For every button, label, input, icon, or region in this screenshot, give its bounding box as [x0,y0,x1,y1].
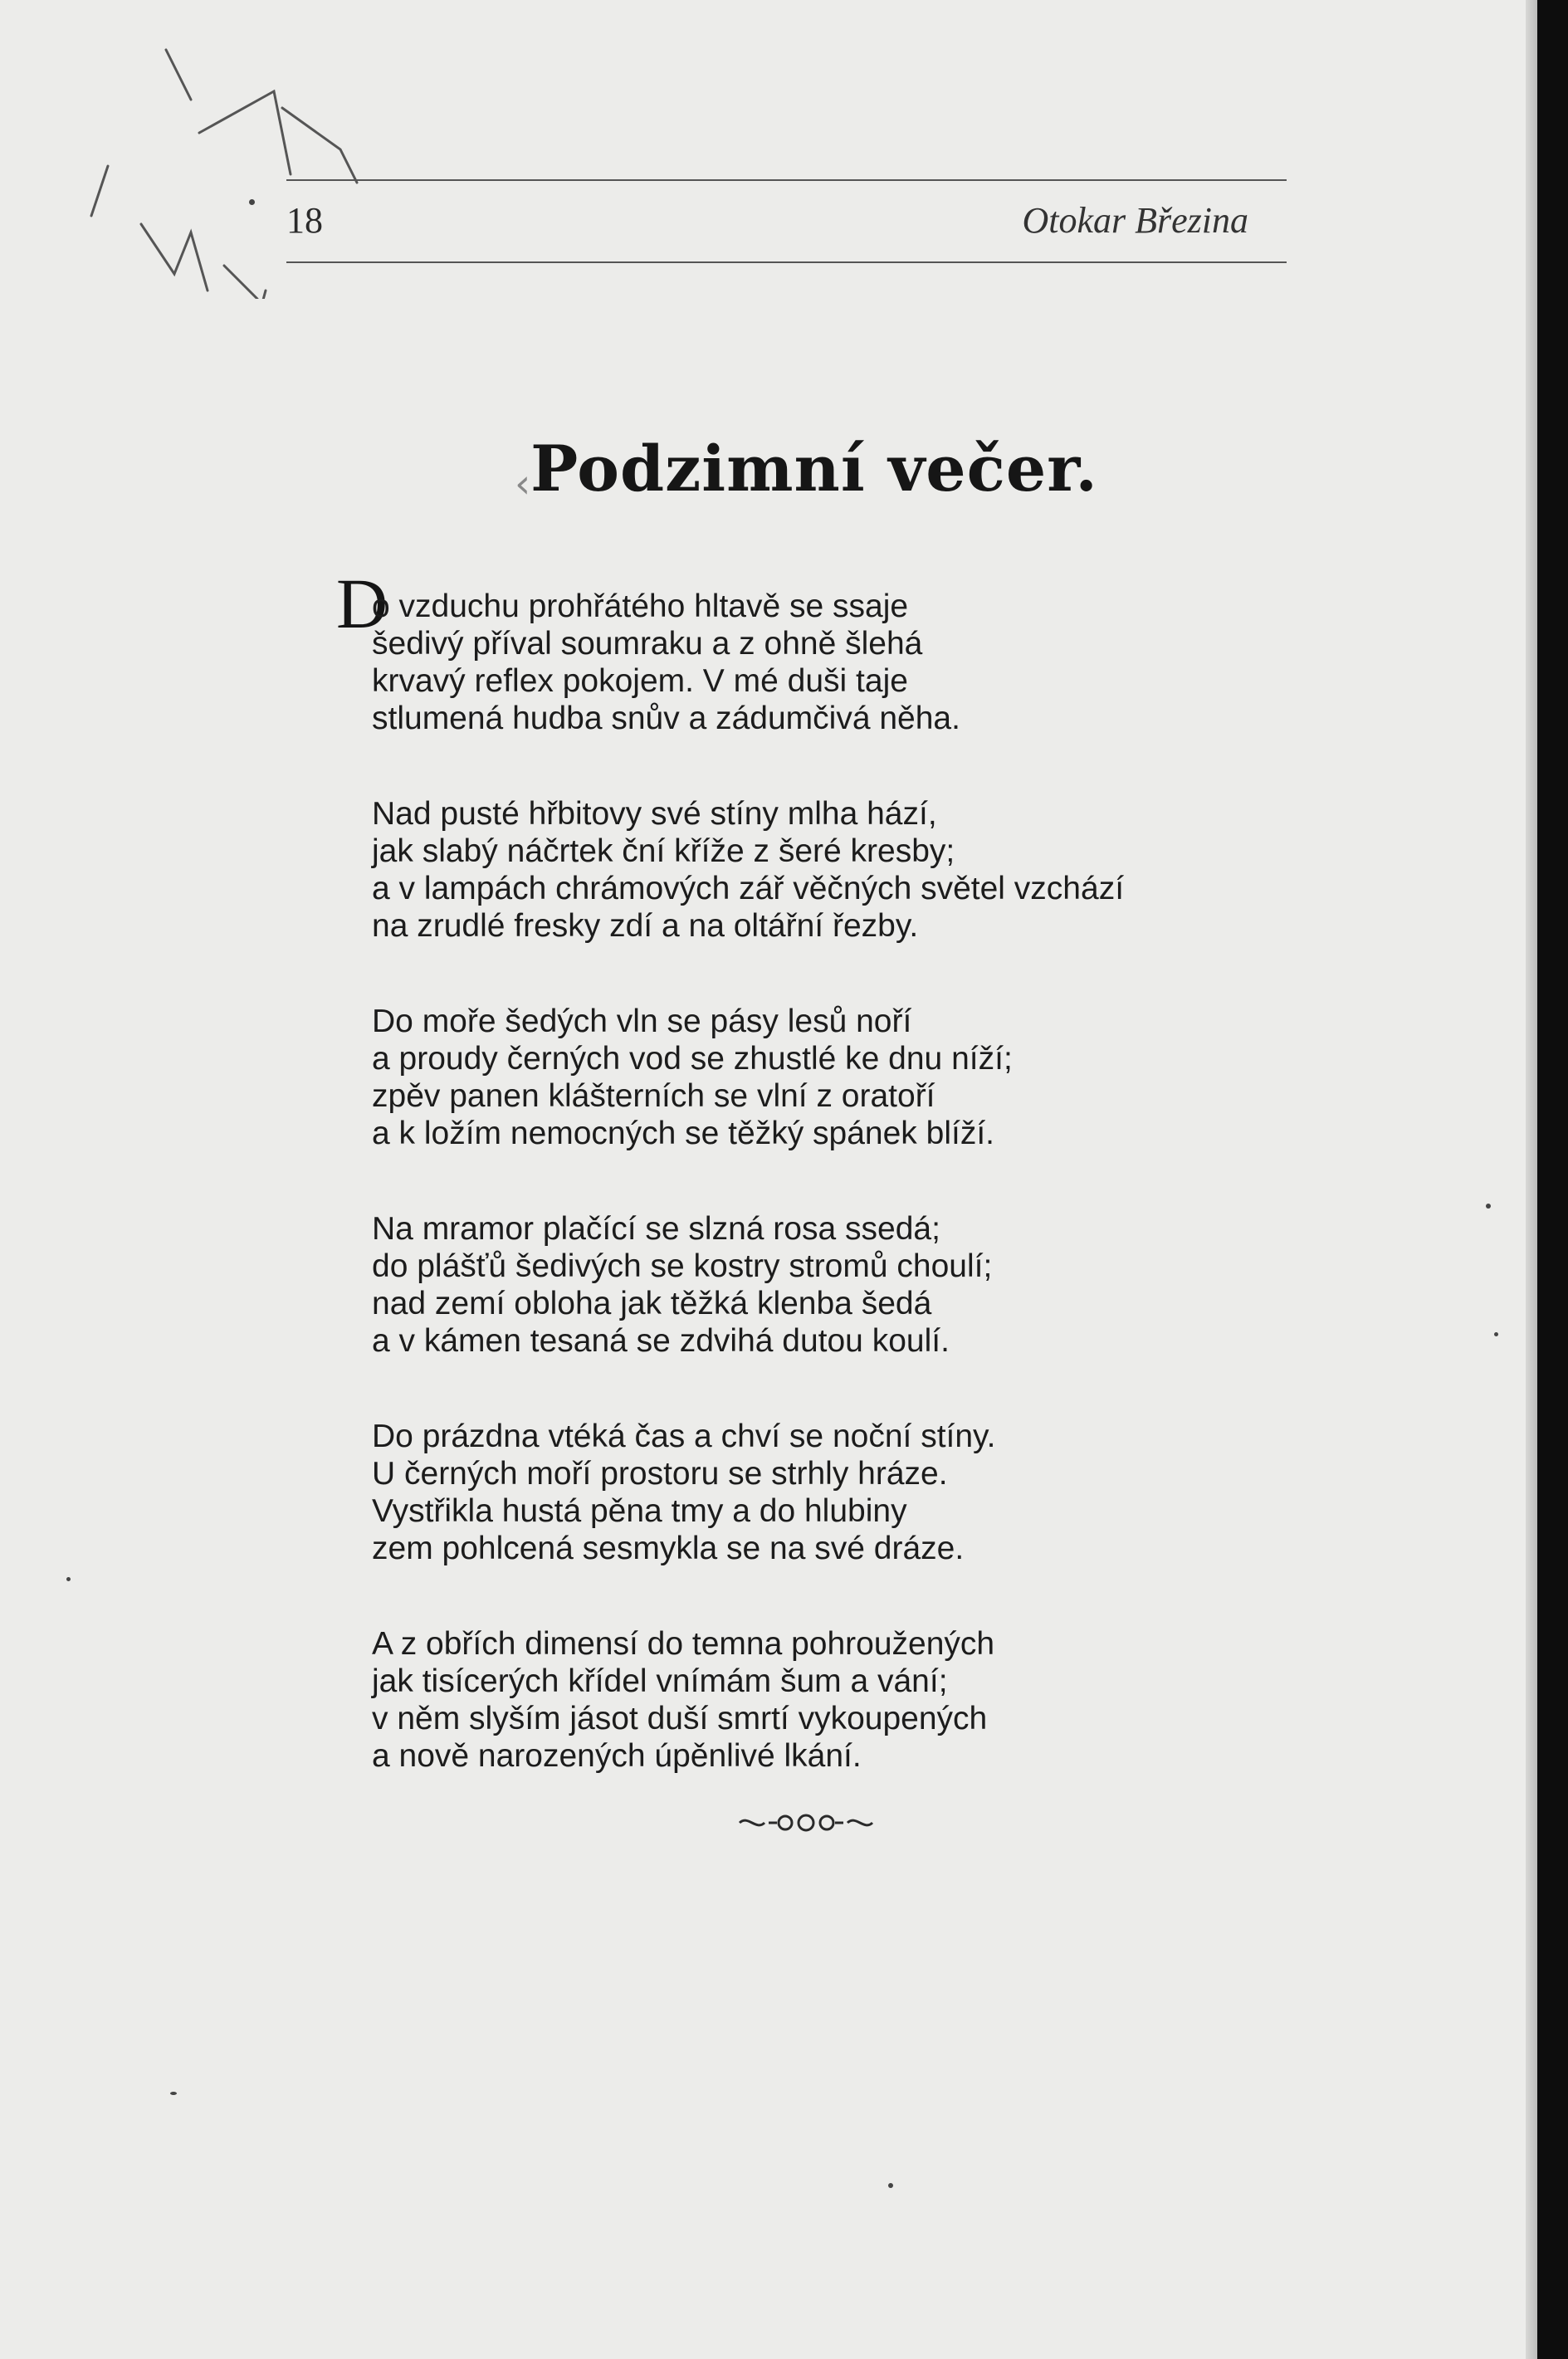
poem-line: stlumená hudba snův a zádumčivá něha. [372,701,960,736]
poem-line: šedivý příval soumraku a z ohně šlehá [372,626,923,662]
stanza [372,1003,1326,1152]
poem-line: a v lampách chrámových zář věčných světel vzchází [372,871,1125,906]
poem-line: jak tisícerých křídel vnímám šum a vání; [372,1663,948,1699]
poem-line: Nad pusté hřbitovy své stíny mlha hází, [372,796,937,832]
poem-line: krvavý reflex pokojem. V mé duši taje [372,663,908,699]
poem-line: Do moře šedých vln se pásy lesů noří [372,1004,912,1039]
poem-line: zem pohlcená sesmykla se na své dráze. [372,1531,965,1566]
poem-line: do plášťů šedivých se kostry stromů choulí; [372,1248,993,1284]
poem-line: a proudy černých vod se zhustlé ke dnu níží; [372,1041,1013,1077]
poem-line: Do prázdna vtéká čas a chví se noční stíny. [372,1419,996,1454]
poem-line: a k ložím nemocných se těžký spánek blíží. [372,1116,994,1151]
poem-line: na zrudlé fresky zdí a na oltářní řezby. [372,908,919,944]
stanza [372,1625,1326,1775]
stanza [372,588,1326,737]
pencil-scribble [42,17,390,299]
poem-line: a v kámen tesaná se zdvihá dutou koulí. [372,1323,950,1359]
first-line-rest: o vzduchu prohřátého hltavě se ssaje [372,589,909,624]
stanza [372,795,1326,945]
poem-title: Podzimní večer. [530,432,1098,506]
poem-line: Vystřikla hustá pěna tmy a do hlubiny [372,1493,907,1529]
header-rule-top [286,179,1287,181]
paper-speck [170,2092,177,2095]
poem-line: v něm slyším jásot duší smrtí vykoupených [372,1701,988,1736]
poem-line: a nově narozených úpěnlivé lkání. [372,1738,862,1774]
paper-speck [1494,1332,1498,1336]
stanza [372,1418,1326,1567]
poem-line: A z obřích dimensí do temna pohroužených [372,1626,995,1662]
drop-cap: D [336,564,388,643]
paper-speck [888,2183,893,2188]
paper-speck [249,199,255,205]
pencil-mark: ‹ [515,461,531,507]
poem-line: zpěv panen klášterních se vlní z oratoří [372,1078,935,1114]
stanza [372,1210,1326,1360]
poem-body [372,588,1326,1833]
page-gutter [1526,0,1537,2359]
header-rule-bottom [286,261,1287,263]
poem-line: nad zemí obloha jak těžká klenba šedá [372,1286,932,1321]
ornament-icon [0,1805,1537,1844]
paper-speck [66,1577,71,1581]
ornament-vignette-icon [735,1810,877,1835]
running-head-author: Otokar Březina [1022,200,1248,241]
poem-line: Na mramor plačící se slzná rosa ssedá; [372,1211,940,1247]
poem-line: U černých moří prostoru se strhly hráze. [372,1456,948,1492]
poem-line: jak slabý náčrtek ční kříže z šeré kresby; [372,833,955,869]
scan-border [1537,0,1568,2359]
page-number: 18 [286,200,323,241]
paper-speck [1486,1204,1491,1209]
poem-line [372,588,1326,625]
